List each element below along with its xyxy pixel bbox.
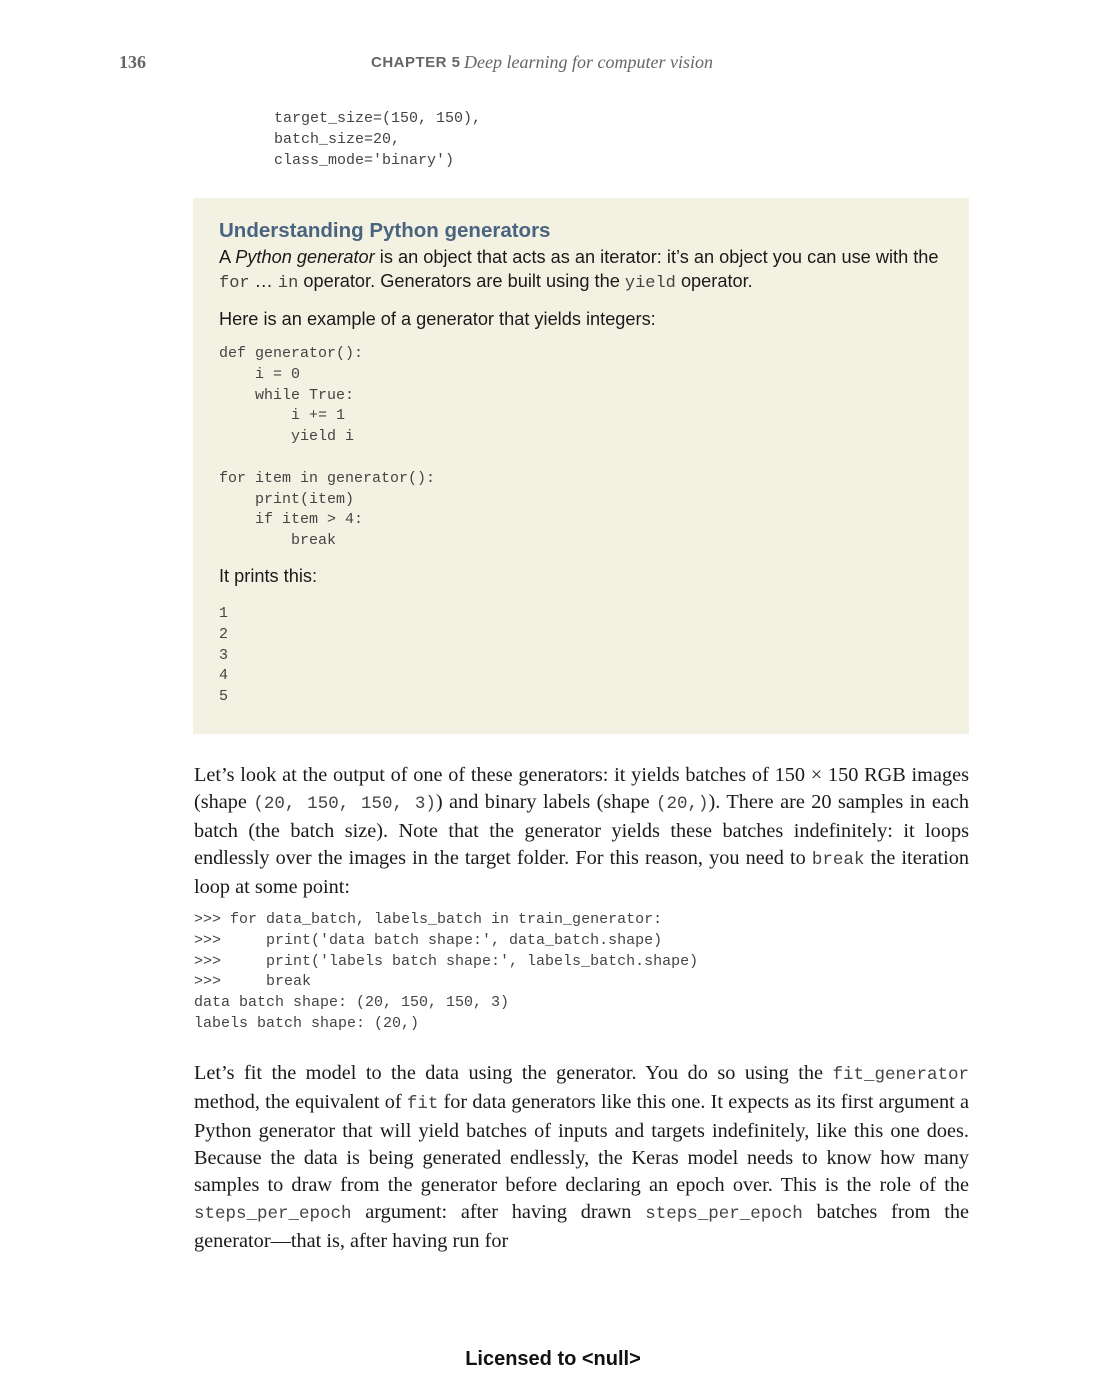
text-run: for data generators like this one. It expects as its first argument a Python generator that will yield batches of inputs and targets indefinitely, like this one does. Because the data is being generated endlessly, the Keras model needs to know how many samples to draw from the generator before declaring an epoch over. This is the role of the [194,1091,969,1196]
inline-code: break [811,850,865,870]
page-number: 136 [119,52,146,72]
emphasis: Python generator [235,247,375,267]
text-run: … [249,270,278,291]
license-footer: Licensed to <null> [465,1348,641,1370]
text-run: batches from the generator—that is, after having run for [194,1201,969,1252]
text-run: is an object that acts as an iterator: it’s an object you can use with the [374,247,939,267]
sidebar-title: Understanding Python generators [219,219,551,242]
sidebar-paragraph-1 [219,246,949,295]
inline-code: steps_per_epoch [645,1204,803,1224]
inline-code: fit [406,1094,439,1114]
generators-sidebar [193,198,969,734]
body-paragraph-1 [194,762,969,901]
inline-code: (20, 150, 150, 3) [253,794,436,814]
text-run: A [219,247,236,267]
text-run: operator. [675,270,753,291]
text-run: Let’s fit the model to the data using the generator. You do so using the [194,1062,833,1084]
text-run: ) and binary labels (shape [435,791,657,813]
top-code-block: target_size=(150, 150), batch_size=20, class_mode='binary') [274,110,482,169]
inline-code: in [277,273,299,293]
inline-code: fit_generator [832,1065,969,1085]
text-run: operator. Generators are built using the [298,270,625,291]
text-run: the iteration loop at some point: [194,847,970,898]
sidebar-paragraph-2: Here is an example of a generator that yields integers: [219,309,656,329]
inline-code: for [219,273,250,293]
inline-code: yield [624,273,676,293]
text-run: ). There are 20 samples in each batch (the batch size). Note that the generator yields these batches indefinitely: it loops endlessly over the images in the target folder. For this reason, you need to [194,791,970,869]
body-paragraph-2 [194,1060,969,1255]
inline-code: steps_per_epoch [194,1204,352,1224]
text-run: method, the equivalent of [194,1091,407,1113]
page-header [0,52,1106,78]
sidebar-code-generator: def generator(): i = 0 while True: i += 1 yield i for item in generator(): print(item) if item > 4: break [219,345,436,550]
text-run: argument: after having drawn [351,1201,646,1223]
chapter-label: CHAPTER 5 [371,54,461,71]
chapter-title: Deep learning for computer vision [464,52,713,72]
sidebar-paragraph-3: It prints this: [219,566,318,586]
main-code-block: >>> for data_batch, labels_batch in train_generator: >>> print('data batch shape:', data_batch.shape) >>> print('labels batch shape:', labels_batch.shape) >>> break data batch shape: (20, 150, 150, 3) labels batch shape: (20,) [194,911,699,1032]
text-run: Let’s look at the output of one of these generators: it yields batches of 150 × 150 RGB images (shape [194,764,969,813]
inline-code: (20,) [656,794,709,814]
sidebar-code-output: 1 2 3 4 5 [219,605,229,706]
